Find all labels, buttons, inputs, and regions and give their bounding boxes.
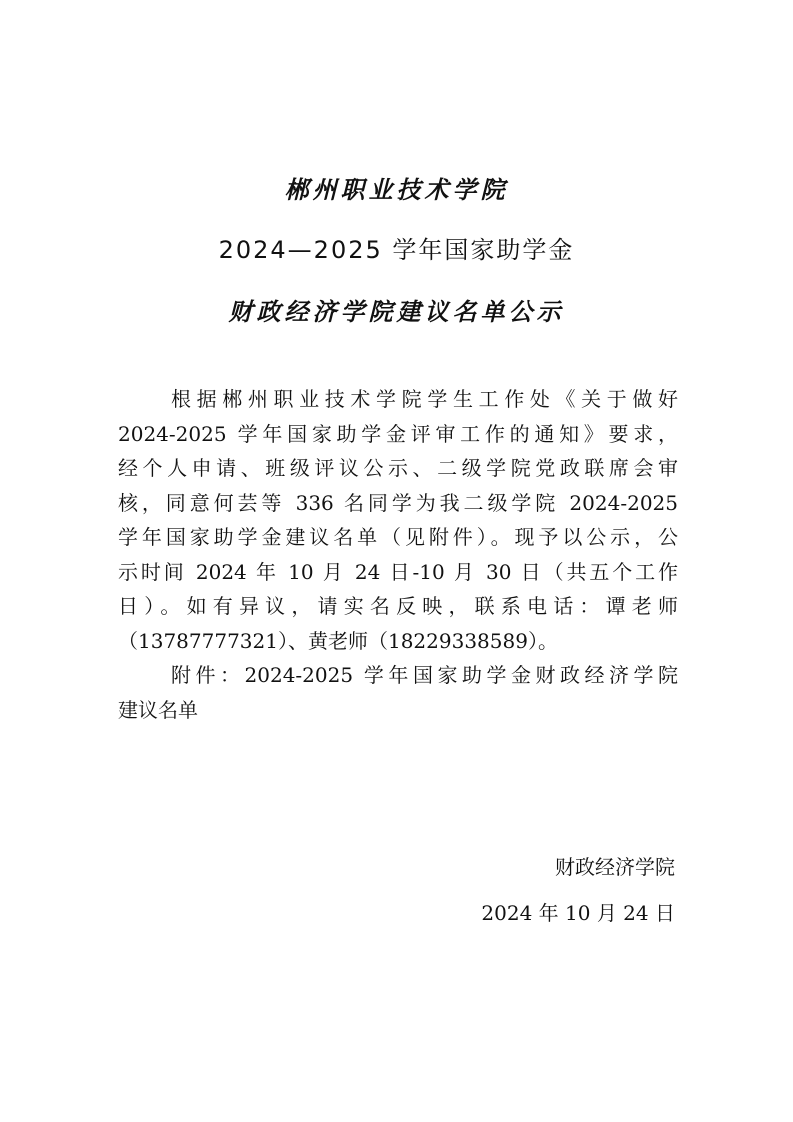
body-line: 示时间 2024 年 10 月 24 日-10 月 30 日（共五个工作 — [118, 559, 678, 584]
body-line: 核，同意何芸等 336 名同学为我二级学院 2024-2025 — [118, 490, 678, 515]
body-line: 日）。如有异议，请实名反映，联系电话：谭老师 — [118, 594, 678, 618]
signature-date: 2024 年 10 月 24 日 — [481, 901, 675, 925]
attachment-line: 附件：2024-2025 学年国家助学金财政经济学院 — [171, 663, 678, 687]
notice-body — [118, 382, 678, 727]
body-line: 学年国家助学金建议名单（见附件）。现予以公示，公 — [118, 525, 678, 549]
title-notice-heading: 财政经济学院建议名单公示 — [228, 298, 565, 326]
body-line: （13787777321）、黄老师（18229338589）。 — [118, 628, 558, 653]
body-line: 根据郴州职业技术学院学生工作处《关于做好 — [171, 387, 678, 411]
title-academic-year: 2024—2025 学年国家助学金 — [218, 236, 575, 264]
title-school-name: 郴州职业技术学院 — [284, 176, 509, 204]
body-line: 经个人申请、班级评议公示、二级学院党政联席会审 — [118, 456, 678, 480]
body-line: 2024-2025 学年国家助学金评审工作的通知》要求， — [118, 421, 678, 446]
signature-department: 财政经济学院 — [555, 855, 675, 879]
attachment-line: 建议名单 — [118, 697, 198, 722]
